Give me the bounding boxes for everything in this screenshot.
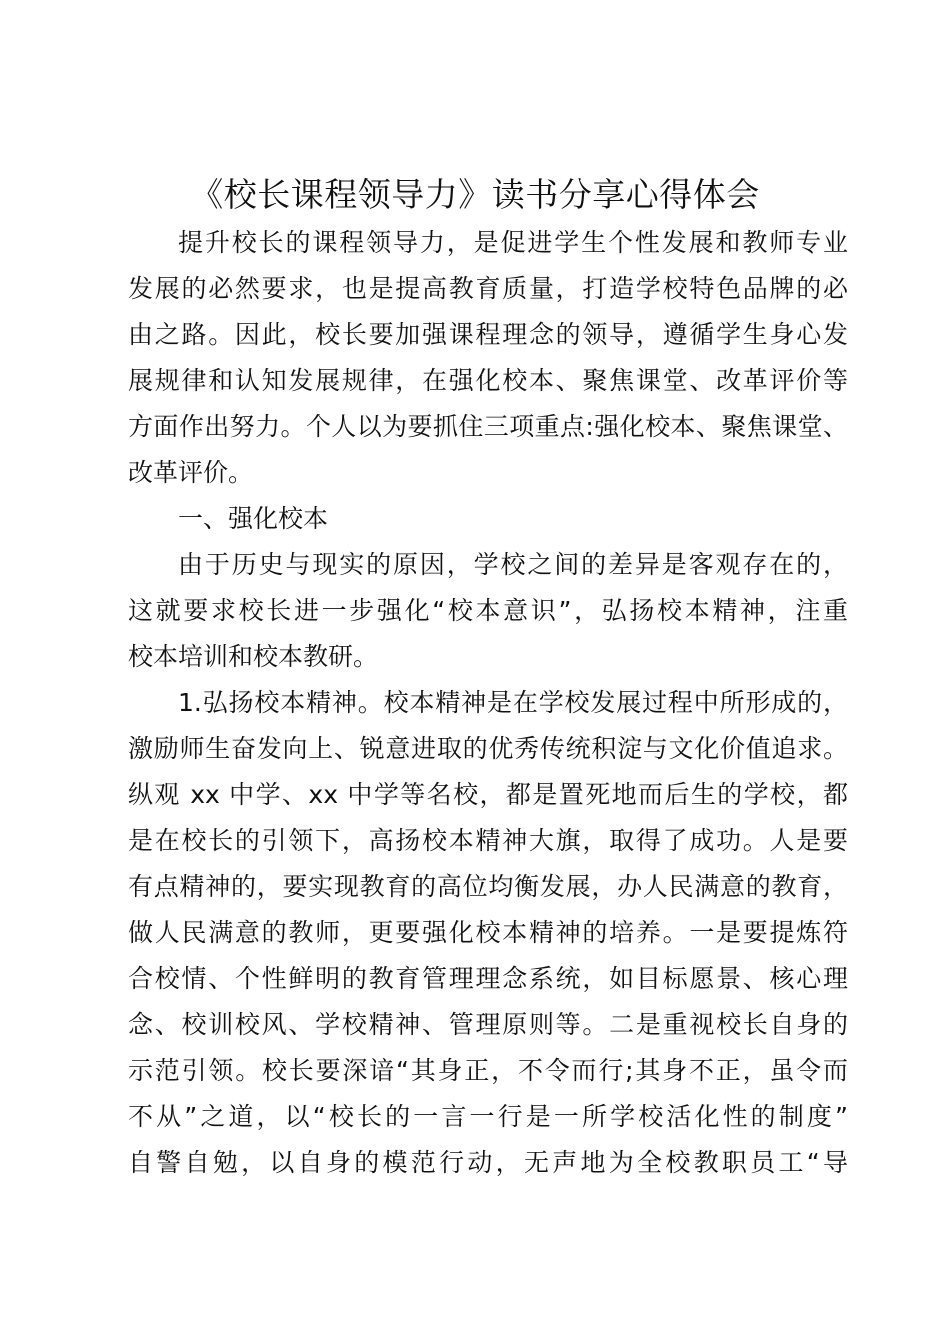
paragraph-line: 纵观 xx 中学、xx 中学等名校，都是置死地而后生的学校，都: [128, 780, 848, 809]
paragraph-line: 示范引领。校长要深谙“其身正，不令而行;其身不正，虽令而: [128, 1056, 848, 1085]
paragraph-line: 这就要求校长进一步强化“校本意识”，弘扬校本精神，注重: [128, 596, 848, 625]
paragraph-line: 念、校训校风、学校精神、管理原则等。二是重视校长自身的: [128, 1010, 848, 1039]
paragraph-line: 合校情、个性鲜明的教育管理理念系统，如目标愿景、核心理: [128, 964, 848, 993]
paragraph-line: 不从”之道，以“校长的一言一行是一所学校活化性的制度”: [128, 1102, 848, 1131]
paragraph-line: 展规律和认知发展规律，在强化校本、聚焦课堂、改革评价等: [128, 366, 848, 395]
paragraph-line: 校本培训和校本教研。: [128, 642, 379, 671]
document-title: 《校长课程领导力》读书分享心得体会: [190, 175, 760, 214]
paragraph-line: 改革评价。: [128, 458, 254, 487]
paragraph-line: 提升校长的课程领导力，是促进学生个性发展和教师专业: [178, 228, 848, 257]
paragraph-line: 由之路。因此，校长要加强课程理念的领导，遵循学生身心发: [128, 320, 848, 349]
paragraph-line: 发展的必然要求，也是提高教育质量，打造学校特色品牌的必: [128, 274, 848, 303]
paragraph-line: 激励师生奋发向上、锐意进取的优秀传统积淀与文化价值追求。: [128, 734, 848, 763]
paragraph-line: 方面作出努力。个人以为要抓住三项重点:强化校本、聚焦课堂、: [128, 412, 848, 441]
paragraph-line: 自警自勉，以自身的模范行动，无声地为全校教职员工“导: [128, 1148, 848, 1177]
paragraph-line: 由于历史与现实的原因，学校之间的差异是客观存在的，: [178, 550, 848, 579]
paragraph-line: 是在校长的引领下，高扬校本精神大旗，取得了成功。人是要: [128, 826, 848, 855]
paragraph-line: 1.弘扬校本精神。校本精神是在学校发展过程中所形成的，: [178, 688, 848, 717]
section-heading: 一、强化校本: [178, 504, 329, 533]
paragraph-line: 有点精神的，要实现教育的高位均衡发展，办人民满意的教育，: [128, 872, 848, 901]
paragraph-line: 做人民满意的教师，更要强化校本精神的培养。一是要提炼符: [128, 918, 848, 947]
